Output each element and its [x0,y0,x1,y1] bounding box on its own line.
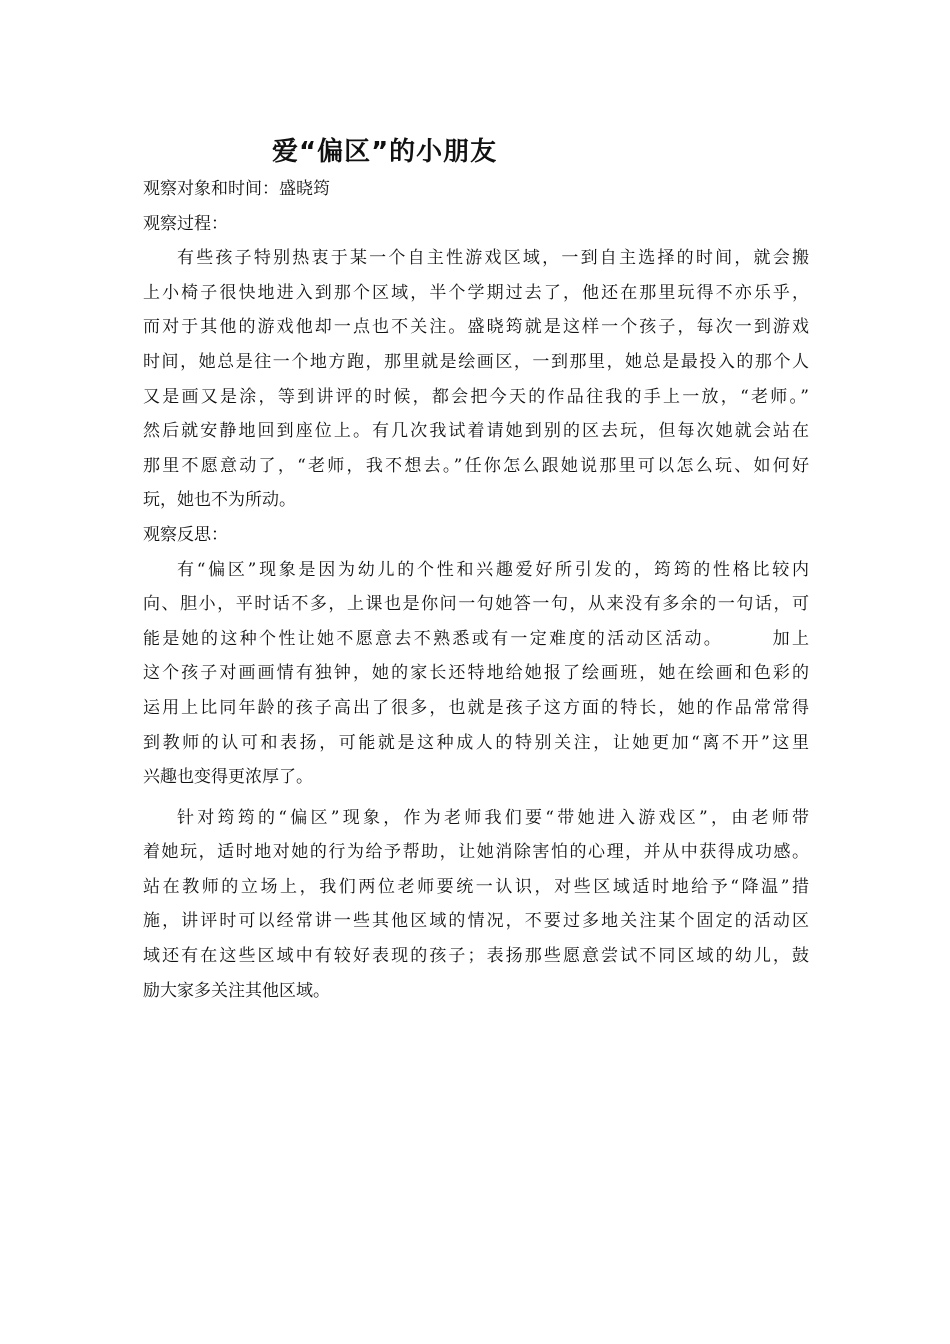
document-title: 爱“偏区”的小朋友 [272,137,498,167]
paragraph-line: 励大家多关注其他区域。 [143,980,330,1001]
reflection-paragraph-2 [143,801,809,1009]
paragraph-line: 那里不愿意动了，“老师，我不想去。”任你怎么跟她说那里可以怎么玩、如何好 [143,455,809,476]
paragraph-line: 站在教师的立场上，我们两位老师要统一认识，对些区域适时地给予“降温”措 [143,876,809,897]
paragraph-line: 玩，她也不为所动。 [143,490,296,511]
paragraph-line: 这个孩子对画画情有独钟，她的家长还特地给她报了绘画班，她在绘画和色彩的 [143,663,809,684]
paragraph-line: 而对于其他的游戏他却一点也不关注。盛晓筠就是这样一个孩子，每次一到游戏 [143,317,809,338]
document-body [143,172,809,1008]
paragraph-line: 域还有在这些区域中有较好表现的孩子；表扬那些愿意尝试不同区域的幼儿，鼓 [143,946,809,967]
process-heading: 观察过程： [143,213,228,234]
paragraph-line: 兴趣也变得更浓厚了。 [143,767,313,788]
paragraph-line: 又是画又是涂，等到讲评的时候，都会把今天的作品往我的手上一放，“老师。” [143,386,809,407]
paragraph-line: 运用上比同年龄的孩子高出了很多，也就是孩子这方面的特长，她的作品常常得 [143,697,809,718]
process-paragraph [143,241,809,518]
paragraph-line: 有“偏区”现象是因为幼儿的个性和兴趣爱好所引发的，筠筠的性格比较内 [177,559,809,580]
paragraph-line: 时间，她总是往一个地方跑，那里就是绘画区，一到那里，她总是最投入的那个人 [143,351,809,372]
subject-line: 观察对象和时间：盛晓筠 [143,179,330,199]
paragraph-line: 着她玩，适时地对她的行为给予帮助，让她消除害怕的心理，并从中获得成功感。 [143,842,809,863]
paragraph-line: 施，讲评时可以经常讲一些其他区域的情况，不要过多地关注某个固定的活动区 [143,911,809,932]
reflection-heading: 观察反思： [143,524,228,545]
paragraph-line: 能是她的这种个性让她不愿意去不熟悉或有一定难度的活动区活动。 加上 [143,628,809,649]
paragraph-line: 然后就安静地回到座位上。有几次我试着请她到别的区去玩，但每次她就会站在 [143,421,809,442]
paragraph-line: 有些孩子特别热衷于某一个自主性游戏区域，一到自主选择的时间，就会搬 [177,248,809,269]
reflection-paragraph-1 [143,553,809,795]
paragraph-line: 向、胆小，平时话不多，上课也是你问一句她答一句，从来没有多余的一句话，可 [143,594,809,615]
paragraph-line: 针对筠筠的“偏区”现象，作为老师我们要“带她进入游戏区”，由老师带 [177,807,809,828]
paragraph-line: 到教师的认可和表扬，可能就是这种成人的特别关注，让她更加“离不开”这里 [143,732,809,753]
paragraph-line: 上小椅子很快地进入到那个区域，半个学期过去了，他还在那里玩得不亦乐乎， [143,282,809,303]
